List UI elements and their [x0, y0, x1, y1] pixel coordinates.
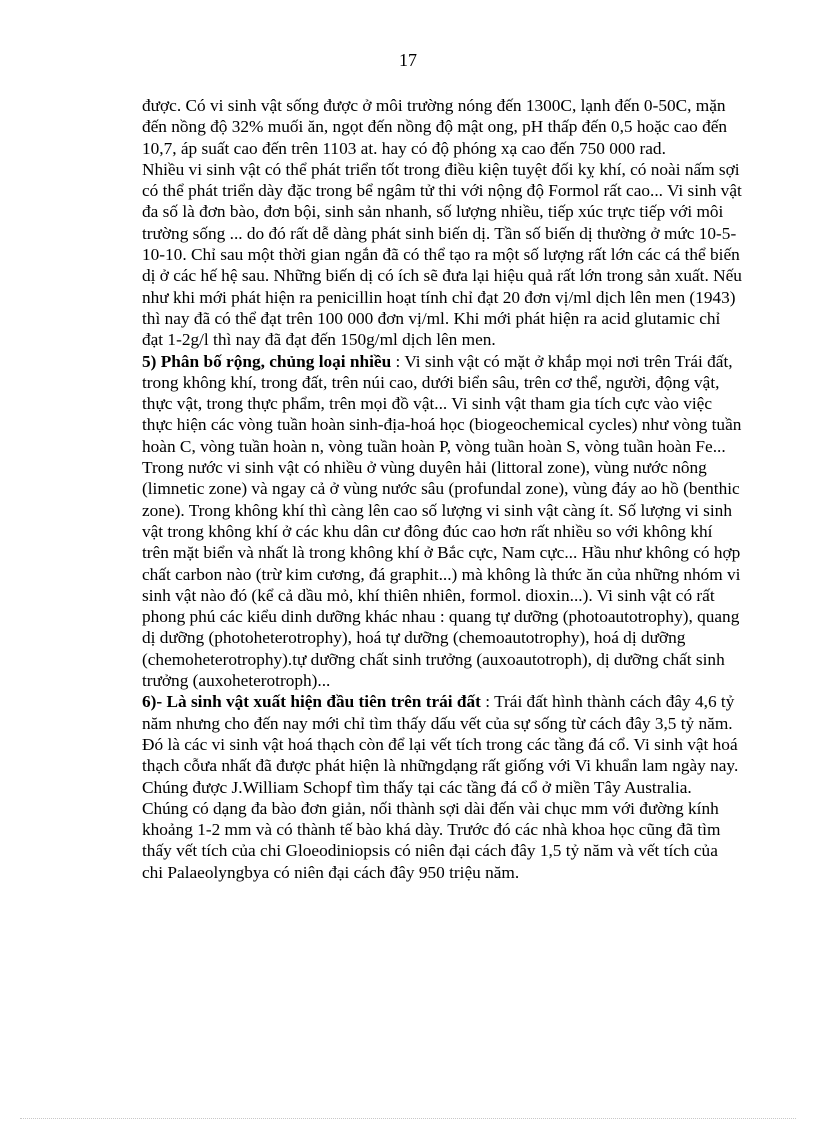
- section-heading-distribution: 5) Phân bố rộng, chủng loại nhiều: [142, 351, 392, 371]
- paragraph-distribution: [142, 351, 742, 692]
- paragraph-first-organisms: [142, 691, 742, 883]
- paragraph-text: Nhiều vi sinh vật có thể phát triển tốt trong điều kiện tuyệt đối kỵ khí, có noài nấm sợi có thể phát triển dày đặc trong bể ngâm tử thi với nộng độ Formol rất cao... Vi sinh vật đa số là đơn bào, đơn bội, sinh sản nhanh, số lượng nhiều, tiếp xúc trực tiếp với môi trường sống ... do đó rất dễ dàng phát sinh biến dị. Tần số biến dị thường ở mức 10-5-10-10. Chỉ sau một thời gian ngắn đã có thể tạo ra một số lượng rất lớn các cá thể biến dị ở các hế hệ sau. Những biến dị có ích sẽ đưa lại hiệu quả rất lớn trong sản xuất. Nếu như khi mới phát hiện ra penicillin hoạt tính chỉ đạt 20 đơn vị/ml dịch lên men (1943) thì nay đã có thể đạt trên 100 000 đơn vị/ml. Khi mới phát hiện ra acid glutamic chỉ đạt 1-2g/l thì nay đã đạt đến 150g/ml dịch lên men.: [142, 159, 742, 350]
- paragraph-text: : Trái đất hình thành cách đây 4,6 tỷ năm nhưng cho đến nay mới chỉ tìm thấy dấu vết của sự sống từ cách đây 3,5 tỷ năm. Đó là các vi sinh vật hoá thạch còn để lại vết tích trong các tầng đá cổ. Vi sinh vật hoá thạch cỗưa nhất đã được phát hiện là nhữngdạng rất giống với Vi khuẩn lam ngày nay. Chúng được J.William Schopf tìm thấy tại các tầng đá cổ ở miền Tây Australia. Chúng có dạng đa bào đơn giản, nối thành sợi dài đến vài chục mm với đường kính khoảng 1-2 mm và có thành tế bào khá dày. Trước đó các nhà khoa học cũng đã tìm thấy vết tích của chi Gloeodiniopsis có niên đại cách đây 1,5 tỷ năm và vết tích của chi Palaeolyngbya có niên đại cách đây 950 triệu năm.: [142, 692, 739, 882]
- paragraph-continuation: [142, 95, 742, 159]
- document-body: [142, 95, 742, 883]
- page-bottom-divider: [20, 1118, 796, 1119]
- page-number: 17: [399, 50, 417, 70]
- paragraph-text: : Vi sinh vật có mặt ở khắp mọi nơi trên Trái đất, trong không khí, trong đất, trên núi cao, dưới biển sâu, trên cơ thể, người, động vật, thực vật, trong thực phẩm, trên mọi đồ vật... Vi sinh vật tham gia tích cực vào việc thực hiện các vòng tuần hoàn sinh-địa-hoá học (biogeochemical cycles) như vòng tuần hoàn C, vòng tuần hoàn n, vòng tuần hoàn P, vòng tuần hoàn S, vòng tuần hoàn Fe... Trong nước vi sinh vật có nhiều ở vùng duyên hải (littoral zone), vùng nước nông (limnetic zone) và ngay cả ở vùng nước sâu (profundal zone), vùng đáy ao hồ (benthic zone). Trong không khí thì càng lên cao số lượng vi sinh vật càng ít. Số lượng vi sinh vật trong không khí ở các khu dân cư đông đúc cao hơn rất nhiều so với không khí trên mặt biển và nhất là trong không khí ở Bắc cực, Nam cực... Hầu như không có hợp chất carbon nào (trừ kim cương, đá graphit...) mà không là thức ăn của những nhóm vi sinh vật nào đó (kể cả dầu mỏ, khí thiên nhiên, formol. dioxin...). Vi sinh vật có rất phong phú các kiểu dinh dưỡng khác nhau : quang tự dưỡng (photoautotrophy), quang dị dưỡng (photoheterotrophy), hoá tự dưỡng (chemoautotrophy), hoá dị dưỡng (chemoheterotrophy).tự dưỡng chất sinh trưởng (auxoautotroph), dị dưỡng chất sinh trưởng (auxoheterotroph)...: [142, 351, 742, 691]
- paragraph-microbe-variation: [142, 159, 742, 351]
- paragraph-text: được. Có vi sinh vật sống được ở môi trường nóng đến 1300C, lạnh đến 0-50C, mặn đến nồng độ 32% muối ăn, ngọt đến nồng độ mật ong, pH thấp đến 0,5 hoặc cao đến 10,7, áp suất cao đến trên 1103 at. hay có độ phóng xạ cao đến 750 000 rad.: [142, 96, 728, 158]
- section-heading-first-organisms: 6)- Là sinh vật xuất hiện đầu tiên trên trái đất: [142, 692, 481, 712]
